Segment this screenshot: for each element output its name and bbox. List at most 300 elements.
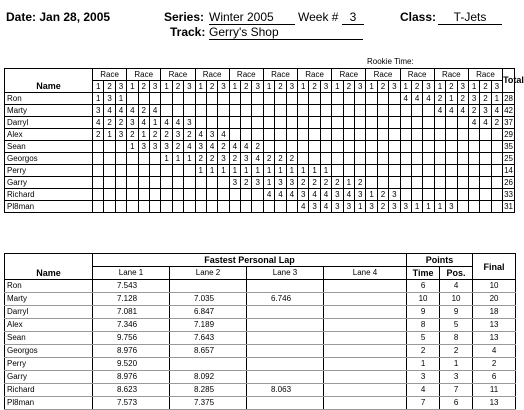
race-cell <box>434 141 445 153</box>
race-cell: 1 <box>195 165 206 177</box>
race-cell: 3 <box>229 177 240 189</box>
racer-name: Alex <box>5 319 93 332</box>
week-value: 3 <box>342 10 364 25</box>
race-cell <box>423 105 434 117</box>
race-cell: 2 <box>241 177 252 189</box>
race-group-header: Race <box>263 69 297 81</box>
race-cell <box>491 141 502 153</box>
racer-name: Sean <box>5 141 93 153</box>
race-cell <box>468 177 479 189</box>
series-label: Series: <box>164 10 205 24</box>
race-group-header: Race <box>468 69 502 81</box>
race-cell <box>149 93 160 105</box>
race-lane-header: 1 <box>332 81 343 93</box>
date-label: Date: Jan 28, 2005 <box>6 10 111 24</box>
race-cell: 3 <box>366 201 377 213</box>
race-cell <box>263 105 274 117</box>
race-group-header: Race <box>332 69 366 81</box>
race-lane-header: 3 <box>115 81 126 93</box>
race-cell <box>184 201 195 213</box>
race-cell <box>480 189 491 201</box>
race-cell <box>320 117 331 129</box>
race-lane-header: 2 <box>206 81 217 93</box>
race-cell: 3 <box>332 201 343 213</box>
race-cell <box>298 153 309 165</box>
race-cell: 4 <box>343 189 354 201</box>
race-cell <box>138 93 149 105</box>
race-cell <box>93 141 104 153</box>
race-cell <box>309 153 320 165</box>
race-cell: 3 <box>446 201 457 213</box>
racer-name: Georgos <box>5 345 93 358</box>
race-cell <box>491 129 502 141</box>
race-cell: 4 <box>263 189 274 201</box>
lane-time <box>247 306 324 319</box>
name-column-header: Name <box>5 254 93 280</box>
race-cell: 1 <box>218 165 229 177</box>
race-cell <box>491 177 502 189</box>
race-cell <box>149 165 160 177</box>
race-cell: 3 <box>161 141 172 153</box>
race-cell: 1 <box>434 201 445 213</box>
race-cell <box>161 189 172 201</box>
race-lane-header: 3 <box>149 81 160 93</box>
race-row <box>5 165 515 177</box>
lap-header-row <box>5 254 516 267</box>
race-cell <box>377 165 388 177</box>
racer-name: Sean <box>5 332 93 345</box>
race-cell <box>377 141 388 153</box>
race-cell <box>229 189 240 201</box>
race-group-header: Race <box>400 69 434 81</box>
race-cell <box>93 177 104 189</box>
race-cell: 4 <box>446 105 457 117</box>
race-row <box>5 189 515 201</box>
race-lane-header: 1 <box>127 81 138 93</box>
race-cell <box>206 117 217 129</box>
racer-name: Pl8man <box>5 397 93 410</box>
race-lane-header: 3 <box>320 81 331 93</box>
race-cell <box>229 201 240 213</box>
race-total: 31 <box>504 202 514 211</box>
race-cell <box>377 153 388 165</box>
race-cell <box>491 201 502 213</box>
racer-name: Garry <box>5 177 93 189</box>
racer-name: Georgos <box>5 153 93 165</box>
race-cell <box>149 189 160 201</box>
race-cell: 1 <box>309 165 320 177</box>
race-cell <box>218 105 229 117</box>
race-cell: 4 <box>423 93 434 105</box>
race-lane-header: 3 <box>389 81 400 93</box>
racer-name: Alex <box>5 129 93 141</box>
race-cell: 4 <box>491 105 502 117</box>
race-cell: 4 <box>252 153 263 165</box>
final-score: 20 <box>473 293 516 306</box>
points-pos: 7 <box>440 384 473 397</box>
race-lane-header: 1 <box>400 81 411 93</box>
final-score: 10 <box>473 280 516 293</box>
racer-name: Pl8man <box>5 201 93 213</box>
race-row <box>5 177 515 189</box>
race-row <box>5 105 515 117</box>
race-lane-header: 2 <box>241 81 252 93</box>
race-cell <box>343 153 354 165</box>
race-lane-header: 2 <box>138 81 149 93</box>
race-cell <box>389 177 400 189</box>
race-lane-header: 1 <box>195 81 206 93</box>
race-cell <box>491 189 502 201</box>
points-time: 2 <box>407 345 440 358</box>
race-cell <box>377 177 388 189</box>
race-cell <box>468 141 479 153</box>
race-lane-header: 1 <box>434 81 445 93</box>
race-cell <box>423 117 434 129</box>
lane-time: 7.375 <box>170 397 247 410</box>
race-cell <box>104 165 115 177</box>
points-pos: 4 <box>440 280 473 293</box>
lane-time <box>247 319 324 332</box>
lane-time: 8.623 <box>93 384 170 397</box>
race-group-header: Race <box>195 69 229 81</box>
race-cell <box>332 165 343 177</box>
race-cell <box>332 153 343 165</box>
race-cell: 3 <box>127 117 138 129</box>
race-cell: 2 <box>491 117 502 129</box>
race-cell <box>241 93 252 105</box>
race-cell: 4 <box>320 201 331 213</box>
race-cell <box>354 153 365 165</box>
points-pos: 3 <box>440 371 473 384</box>
points-pos: 2 <box>440 345 473 358</box>
race-cell: 1 <box>149 117 160 129</box>
race-cell: 3 <box>298 189 309 201</box>
race-cell <box>229 93 240 105</box>
race-cell <box>400 129 411 141</box>
race-cell: 3 <box>286 177 297 189</box>
race-cell: 4 <box>468 117 479 129</box>
lane-time: 7.128 <box>93 293 170 306</box>
race-cell: 1 <box>275 165 286 177</box>
lane-time: 6.847 <box>170 306 247 319</box>
lane-time <box>324 332 407 345</box>
race-cell <box>457 189 468 201</box>
week-label: Week # <box>298 10 339 24</box>
race-cell <box>263 117 274 129</box>
race-lane-header: 3 <box>423 81 434 93</box>
race-cell: 2 <box>480 93 491 105</box>
race-cell <box>446 165 457 177</box>
race-cell: 2 <box>172 141 183 153</box>
race-cell: 2 <box>468 105 479 117</box>
race-cell: 4 <box>286 189 297 201</box>
race-cell: 4 <box>195 129 206 141</box>
fastest-lap-table <box>4 253 516 410</box>
race-cell <box>115 201 126 213</box>
race-lane-header: 1 <box>93 81 104 93</box>
race-cell: 3 <box>172 129 183 141</box>
race-lane-header: 1 <box>298 81 309 93</box>
race-cell: 3 <box>149 141 160 153</box>
race-cell <box>104 177 115 189</box>
race-cell <box>115 153 126 165</box>
racer-name: Richard <box>5 189 93 201</box>
race-cell <box>195 189 206 201</box>
race-cell: 4 <box>206 141 217 153</box>
race-cell <box>411 153 422 165</box>
race-cell <box>400 105 411 117</box>
race-lane-header: 3 <box>491 81 502 93</box>
race-cell: 1 <box>298 165 309 177</box>
points-time: 10 <box>407 293 440 306</box>
race-cell <box>298 93 309 105</box>
race-cell: 2 <box>309 177 320 189</box>
race-cell <box>218 201 229 213</box>
race-row <box>5 153 515 165</box>
race-row <box>5 201 515 213</box>
lane-header: Lane 2 <box>170 267 247 280</box>
race-cell <box>343 117 354 129</box>
race-cell <box>377 93 388 105</box>
race-cell: 4 <box>184 141 195 153</box>
race-cell: 2 <box>298 177 309 189</box>
final-score: 11 <box>473 384 516 397</box>
race-cell <box>161 93 172 105</box>
race-cell <box>343 165 354 177</box>
race-row <box>5 141 515 153</box>
race-cell: 3 <box>275 177 286 189</box>
rookie-time-label: Rookie Time: <box>367 57 414 66</box>
race-cell: 3 <box>343 201 354 213</box>
race-cell <box>423 165 434 177</box>
race-lane-header: 3 <box>457 81 468 93</box>
race-cell <box>366 93 377 105</box>
race-cell: 4 <box>138 117 149 129</box>
race-cell <box>411 117 422 129</box>
race-cell <box>218 177 229 189</box>
race-cell <box>206 93 217 105</box>
race-row <box>5 117 515 129</box>
race-cell <box>457 201 468 213</box>
lane-time: 7.346 <box>93 319 170 332</box>
race-cell: 3 <box>115 129 126 141</box>
points-header: Points <box>407 254 473 267</box>
race-cell <box>115 141 126 153</box>
race-cell: 3 <box>480 105 491 117</box>
race-cell <box>480 141 491 153</box>
lane-time <box>324 345 407 358</box>
race-cell <box>263 141 274 153</box>
race-cell <box>241 189 252 201</box>
race-cell <box>366 165 377 177</box>
race-cell <box>389 117 400 129</box>
race-cell <box>195 93 206 105</box>
points-time: 4 <box>407 384 440 397</box>
race-cell: 1 <box>411 201 422 213</box>
race-cell: 3 <box>389 189 400 201</box>
lane-time <box>324 306 407 319</box>
race-cell <box>434 117 445 129</box>
race-cell <box>332 141 343 153</box>
race-lane-header: 3 <box>218 81 229 93</box>
race-lane-header: 1 <box>366 81 377 93</box>
race-cell: 1 <box>241 165 252 177</box>
name-column-header: Name <box>5 69 93 93</box>
race-cell: 1 <box>423 201 434 213</box>
race-cell <box>320 141 331 153</box>
points-pos: 10 <box>440 293 473 306</box>
points-time: 7 <box>407 397 440 410</box>
race-cell <box>286 105 297 117</box>
lap-row <box>5 345 516 358</box>
points-pos: 6 <box>440 397 473 410</box>
race-cell: 4 <box>115 105 126 117</box>
race-row <box>5 129 515 141</box>
race-cell: 3 <box>184 117 195 129</box>
class-value: T-Jets <box>438 10 502 25</box>
lane-time: 9.520 <box>93 358 170 371</box>
race-cell <box>468 129 479 141</box>
lane-time <box>324 397 407 410</box>
race-cell: 3 <box>138 141 149 153</box>
race-group-header: Race <box>434 69 468 81</box>
race-cell <box>138 153 149 165</box>
points-time: 3 <box>407 371 440 384</box>
race-cell: 2 <box>195 153 206 165</box>
race-cell <box>354 165 365 177</box>
race-cell <box>93 153 104 165</box>
race-cell <box>286 141 297 153</box>
race-cell: 3 <box>332 189 343 201</box>
race-cell <box>309 129 320 141</box>
race-cell <box>400 141 411 153</box>
final-score: 6 <box>473 371 516 384</box>
race-cell <box>400 165 411 177</box>
race-cell <box>241 117 252 129</box>
lane-time: 7.643 <box>170 332 247 345</box>
race-cell <box>275 201 286 213</box>
lane-time <box>324 371 407 384</box>
points-pos: 8 <box>440 332 473 345</box>
race-cell: 1 <box>366 189 377 201</box>
race-lane-header: 3 <box>286 81 297 93</box>
lane-time: 8.092 <box>170 371 247 384</box>
lap-row <box>5 358 516 371</box>
race-cell: 1 <box>343 177 354 189</box>
race-cell <box>389 105 400 117</box>
lane-header: Lane 4 <box>324 267 407 280</box>
race-cell <box>309 117 320 129</box>
race-cell <box>241 201 252 213</box>
race-cell <box>218 189 229 201</box>
race-cell <box>263 93 274 105</box>
race-cell <box>275 117 286 129</box>
race-cell <box>172 201 183 213</box>
series-value: Winter 2005 <box>209 10 295 25</box>
race-cell <box>172 105 183 117</box>
race-cell <box>332 129 343 141</box>
race-lane-header: 3 <box>184 81 195 93</box>
race-cell <box>366 105 377 117</box>
race-lane-header: 2 <box>172 81 183 93</box>
race-lane-header: 2 <box>411 81 422 93</box>
race-results-table <box>4 68 524 213</box>
race-cell: 1 <box>354 201 365 213</box>
race-cell <box>366 141 377 153</box>
race-cell <box>172 189 183 201</box>
race-cell <box>172 93 183 105</box>
lane-time: 7.543 <box>93 280 170 293</box>
race-cell: 3 <box>218 153 229 165</box>
race-lane-header: 1 <box>468 81 479 93</box>
race-cell: 2 <box>93 129 104 141</box>
race-cell <box>93 189 104 201</box>
lane-time: 8.976 <box>93 371 170 384</box>
lap-row <box>5 397 516 410</box>
race-cell: 1 <box>491 93 502 105</box>
race-cell <box>127 201 138 213</box>
race-lane-header: 1 <box>229 81 240 93</box>
race-lane-header: 1 <box>263 81 274 93</box>
race-cell <box>411 105 422 117</box>
race-total: 33 <box>504 190 514 199</box>
race-cell: 4 <box>149 105 160 117</box>
race-lane-header: 2 <box>309 81 320 93</box>
lane-time: 8.657 <box>170 345 247 358</box>
race-cell <box>457 141 468 153</box>
race-cell: 2 <box>320 177 331 189</box>
race-cell <box>104 201 115 213</box>
race-cell <box>229 105 240 117</box>
final-column-header: Final <box>473 254 516 280</box>
race-cell <box>241 105 252 117</box>
race-cell <box>184 177 195 189</box>
race-cell <box>195 117 206 129</box>
lane-time: 7.189 <box>170 319 247 332</box>
racer-name: Marty <box>5 293 93 306</box>
race-cell <box>298 129 309 141</box>
race-cell: 2 <box>457 93 468 105</box>
race-cell <box>127 153 138 165</box>
race-cell: 2 <box>115 117 126 129</box>
race-cell <box>491 165 502 177</box>
race-cell: 3 <box>252 177 263 189</box>
race-lane-header: 2 <box>377 81 388 93</box>
race-cell <box>206 189 217 201</box>
race-cell <box>115 189 126 201</box>
race-cell <box>480 201 491 213</box>
race-cell <box>298 117 309 129</box>
sheet-header <box>0 0 519 50</box>
race-cell: 4 <box>400 93 411 105</box>
lane-time <box>170 280 247 293</box>
points-pos: 5 <box>440 319 473 332</box>
race-cell: 1 <box>172 153 183 165</box>
race-cell <box>286 201 297 213</box>
race-cell <box>457 177 468 189</box>
race-cell <box>298 141 309 153</box>
race-group-header: Race <box>93 69 127 81</box>
race-cell <box>286 117 297 129</box>
lane-time <box>170 358 247 371</box>
lane-time: 8.285 <box>170 384 247 397</box>
race-cell <box>366 117 377 129</box>
race-cell: 3 <box>354 189 365 201</box>
race-cell: 1 <box>115 93 126 105</box>
lane-header: Lane 1 <box>93 267 170 280</box>
race-cell: 4 <box>457 105 468 117</box>
race-cell: 2 <box>434 93 445 105</box>
